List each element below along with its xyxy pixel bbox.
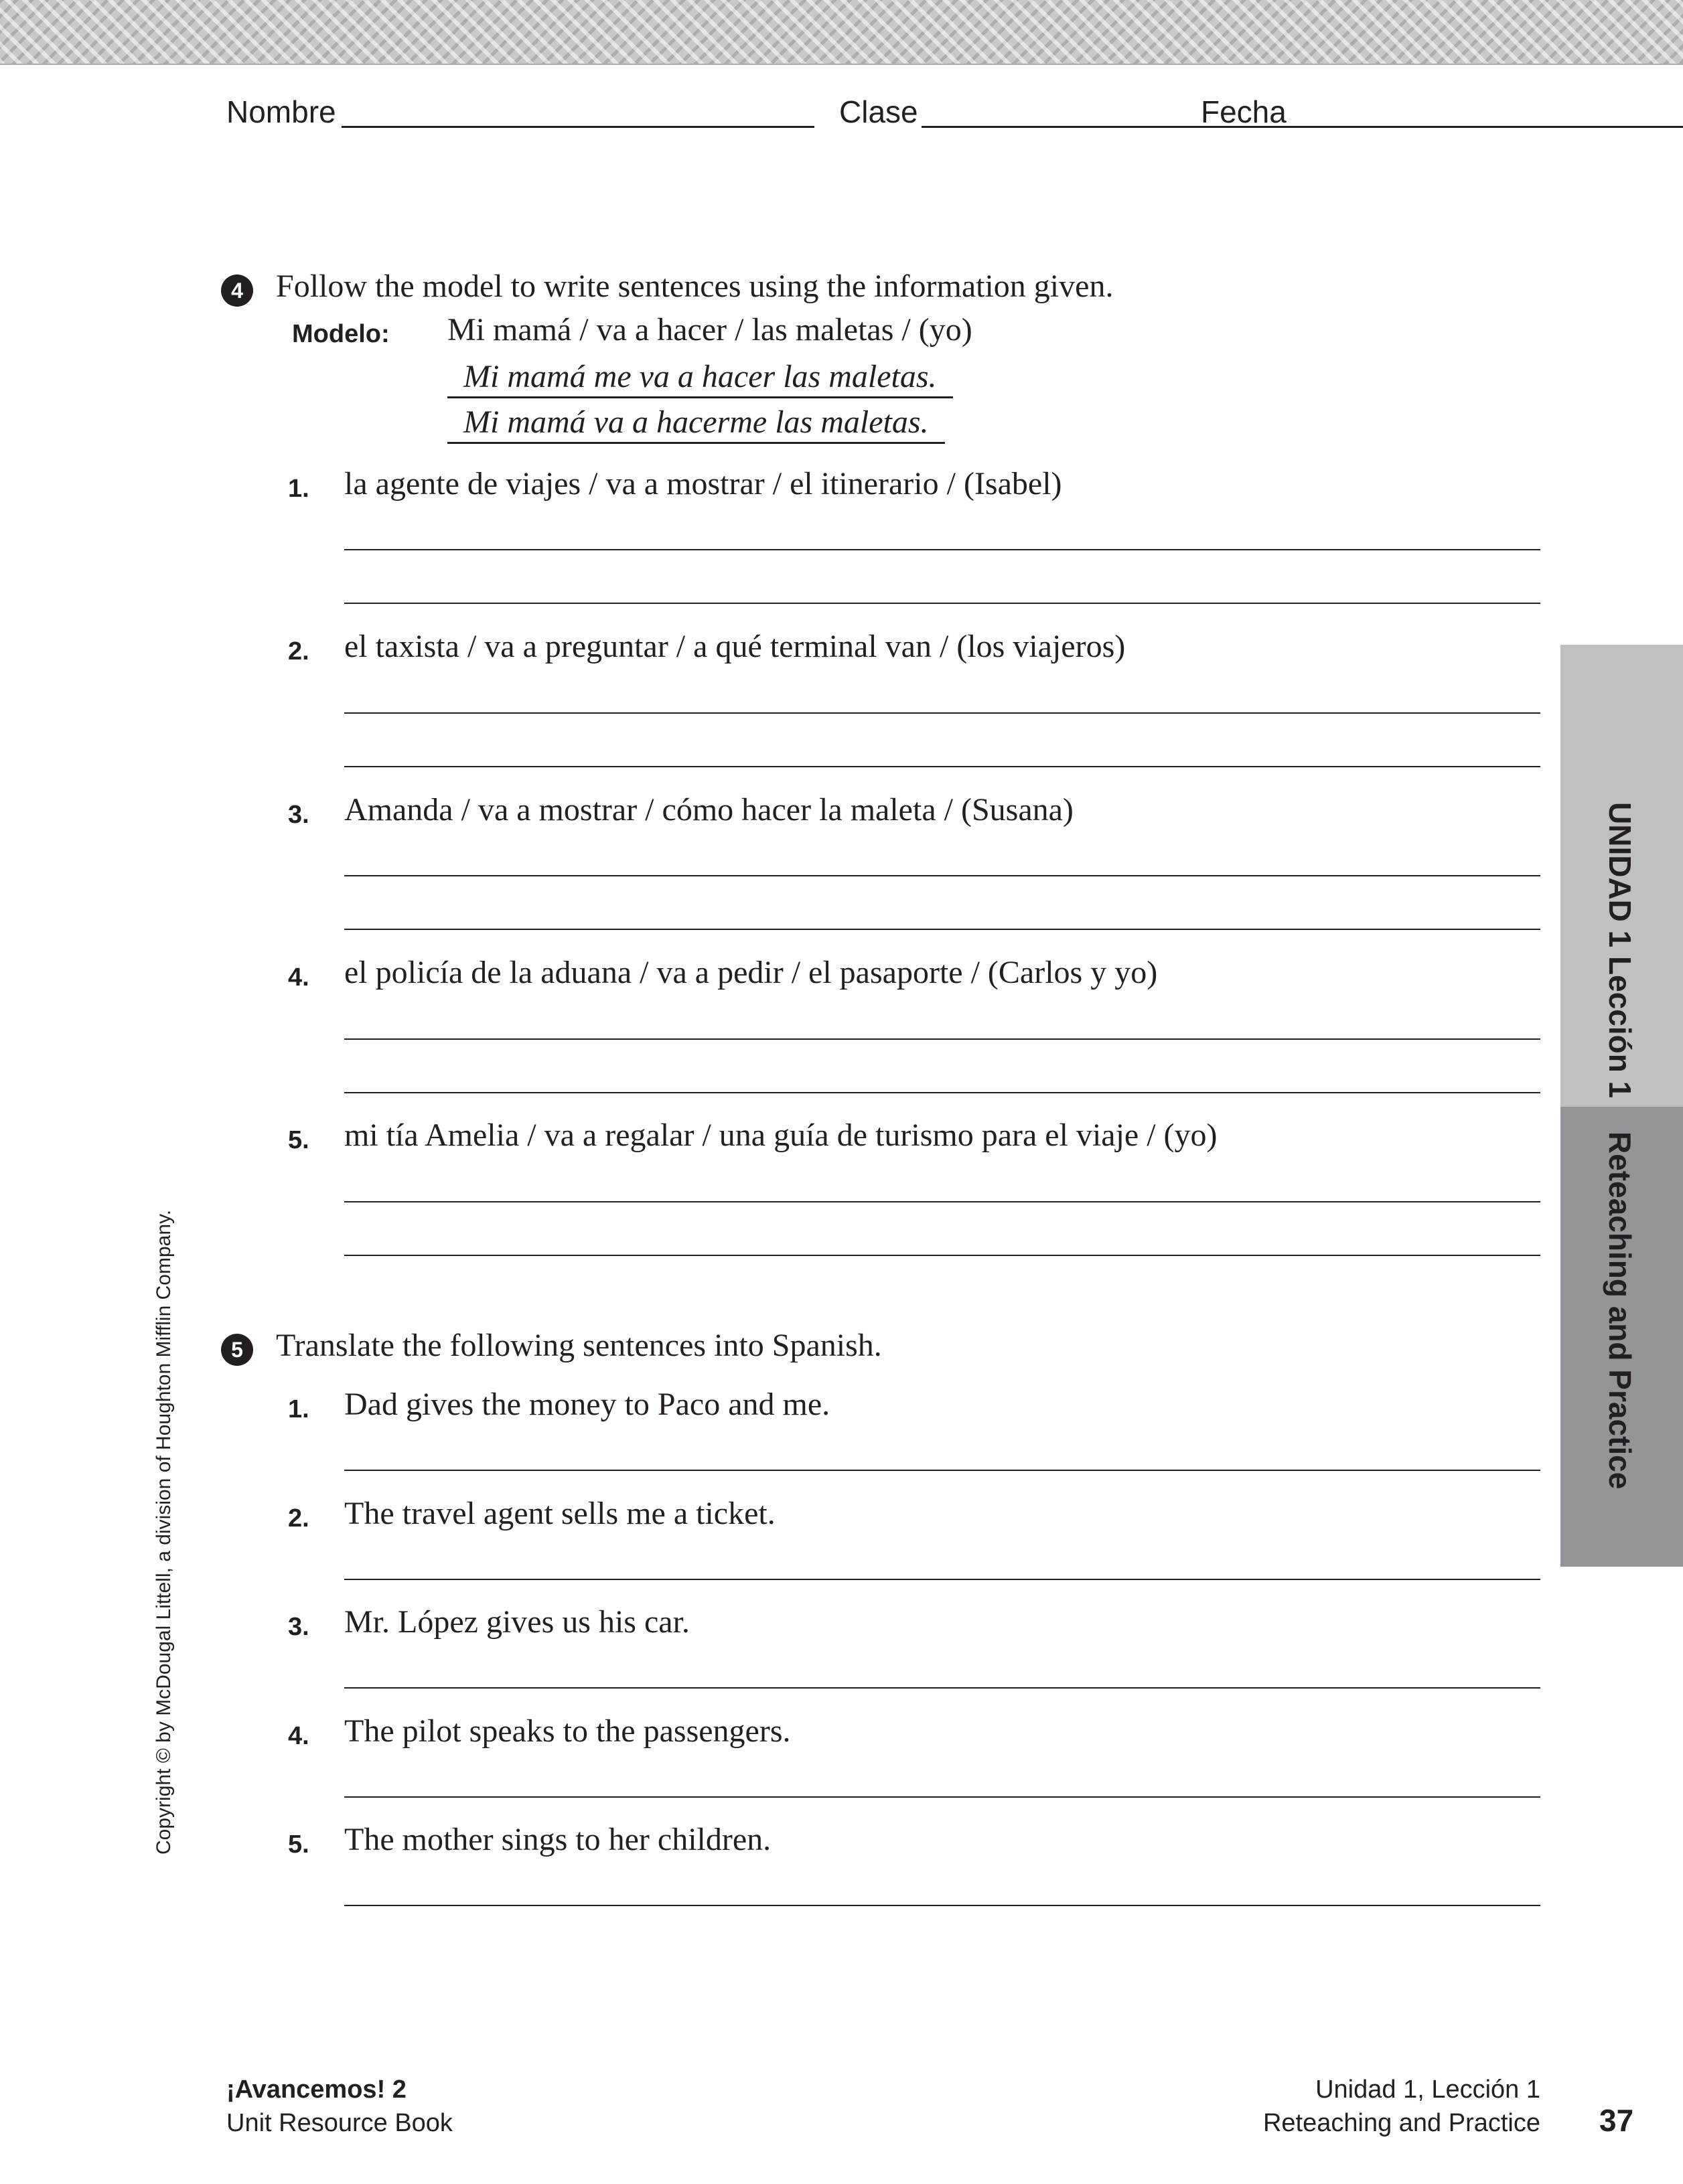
side-tab-section-label: Reteaching and Practice [1603,1132,1637,1490]
item-number: 2. [288,637,309,666]
item-number: 4. [288,1722,309,1750]
clase-label: Clase [839,94,918,129]
modelo-answer: Mi mamá va a hacerme las maletas. [447,403,945,444]
nombre-label: Nombre [226,94,336,129]
answer-line[interactable] [344,1470,1540,1471]
exercise-4-item [288,1117,1540,1257]
item-text: mi tía Amelia / va a regalar / una guía de turismo para el viaje / (yo) [344,1117,1218,1153]
decorative-banner [0,0,1683,65]
answer-line[interactable] [344,766,1540,767]
footer-section: Reteaching and Practice [1262,2109,1540,2137]
fecha-field[interactable] [1290,126,1683,128]
item-number: 3. [288,801,309,829]
exercise-5-item [288,1821,1540,1908]
exercise-5-item [288,1713,1540,1800]
answer-line[interactable] [344,549,1540,550]
copyright-notice: Copyright © by McDougal Littell, a division of Houghton Mifflin Company. [153,1209,175,1855]
exercise-number-badge: 5 [221,1334,253,1366]
exercise-5-item [288,1604,1540,1691]
answer-line[interactable] [344,1255,1540,1256]
item-number: 2. [288,1504,309,1533]
exercise-5-item [288,1386,1540,1473]
exercise-4-item [288,791,1540,932]
answer-line[interactable] [344,1905,1540,1906]
exercise-5-item [288,1495,1540,1582]
answer-line[interactable] [344,1687,1540,1689]
modelo-answer: Mi mamá me va a hacer las maletas. [447,358,953,398]
item-number: 5. [288,1126,309,1154]
item-text: Amanda / va a mostrar / cómo hacer la maleta / (Susana) [344,792,1074,828]
answer-line[interactable] [344,1038,1540,1040]
answer-line[interactable] [344,1092,1540,1093]
footer-lesson: Unidad 1, Lección 1 [1315,2076,1540,2104]
exercise-number-badge: 4 [221,275,253,307]
item-number: 3. [288,1613,309,1641]
item-text: el policía de la aduana / va a pedir / el pasaporte / (Carlos y yo) [344,955,1158,990]
nombre-field[interactable] [342,126,814,128]
item-text: el taxista / va a preguntar / a qué terminal van / (los viajeros) [344,629,1126,664]
modelo-prompt: Mi mamá / va a hacer / las maletas / (yo) [447,312,972,347]
page-number: 37 [1599,2103,1634,2138]
item-number: 1. [288,475,309,503]
answer-line[interactable] [344,929,1540,930]
header-fields [226,94,1540,134]
answer-line[interactable] [344,875,1540,876]
answer-line[interactable] [344,712,1540,714]
exercise-4-item [288,465,1540,606]
item-text: Dad gives the money to Paco and me. [344,1387,830,1422]
footer-book-subtitle: Unit Resource Book [226,2109,453,2137]
answer-line[interactable] [344,603,1540,604]
item-text: The mother sings to her children. [344,1822,772,1857]
exercise-instruction: Translate the following sentences into Spanish. [276,1328,882,1363]
item-text: Mr. López gives us his car. [344,1604,690,1640]
exercise-instruction: Follow the model to write sentences using the information given. [276,268,1114,304]
item-text: The pilot speaks to the passengers. [344,1713,791,1749]
fecha-label: Fecha [1201,94,1287,129]
item-number: 5. [288,1830,309,1859]
exercise-4-item [288,954,1540,1095]
item-number: 4. [288,963,309,992]
side-tab-unit-label: UNIDAD 1 Lección 1 [1603,802,1637,1099]
exercise-4-item [288,628,1540,769]
answer-line[interactable] [344,1579,1540,1580]
modelo-label: Modelo: [292,320,390,348]
answer-line[interactable] [344,1796,1540,1798]
item-text: The travel agent sells me a ticket. [344,1496,776,1531]
footer-book-title: ¡Avancemos! 2 [226,2076,407,2104]
item-number: 1. [288,1395,309,1423]
answer-line[interactable] [344,1201,1540,1202]
item-text: la agente de viajes / va a mostrar / el itinerario / (Isabel) [344,466,1062,501]
